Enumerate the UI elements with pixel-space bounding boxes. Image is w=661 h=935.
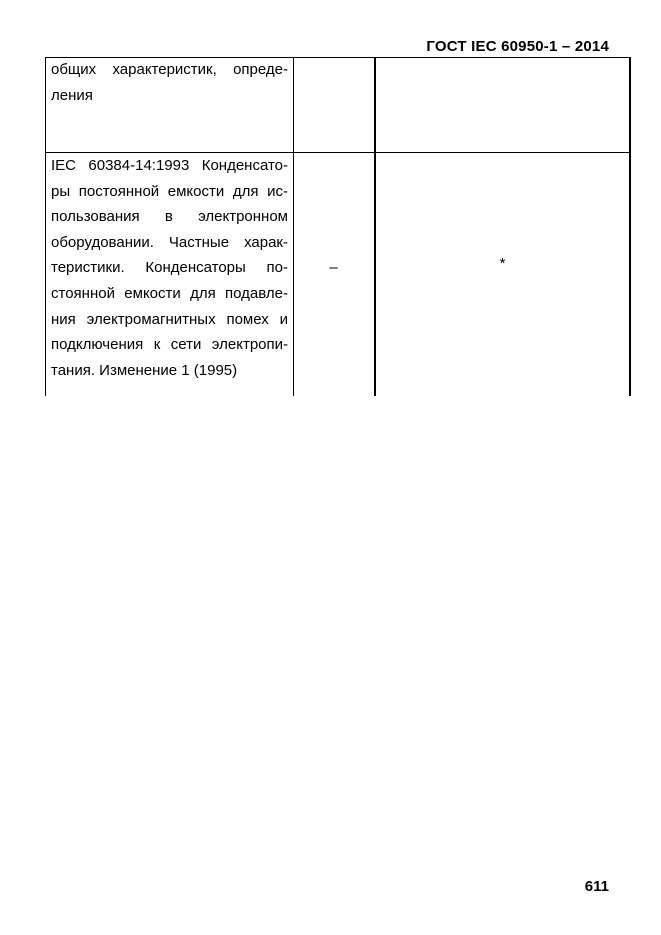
column-border-left [45, 57, 46, 396]
table-row-2-degree-cell: – [329, 259, 338, 276]
table-row-1-standard-cell [51, 57, 288, 108]
column-border-1 [293, 57, 294, 396]
cell-line: теристики. Конденсаторы по- [51, 259, 288, 277]
cell-line: тания. Изменение 1 (1995) [51, 361, 238, 379]
cell-line: оборудовании. Частные харак- [51, 233, 288, 251]
cell-line: подключения к сети электропи- [51, 336, 288, 354]
cell-line: ления [51, 86, 93, 104]
table-row-2-note-cell: * [499, 255, 506, 272]
document-header: ГОСТ IEC 60950-1 – 2014 [426, 38, 609, 55]
cell-line: стоянной емкости для подавле- [51, 284, 288, 302]
standards-table [45, 57, 631, 396]
cell-line: ния электромагнитных помех и [51, 310, 288, 328]
cell-line: IEC 60384-14:1993 Конденсато- [51, 157, 288, 174]
table-row-2-standard-cell [51, 153, 288, 383]
column-border-right [629, 57, 631, 396]
cell-line: общих характеристик, опреде- [51, 61, 288, 78]
cell-line: ры постоянной емкости для ис- [51, 182, 288, 200]
cell-line: пользования в электронном [51, 208, 288, 226]
column-border-2 [374, 57, 376, 396]
page-number: 611 [584, 878, 609, 895]
